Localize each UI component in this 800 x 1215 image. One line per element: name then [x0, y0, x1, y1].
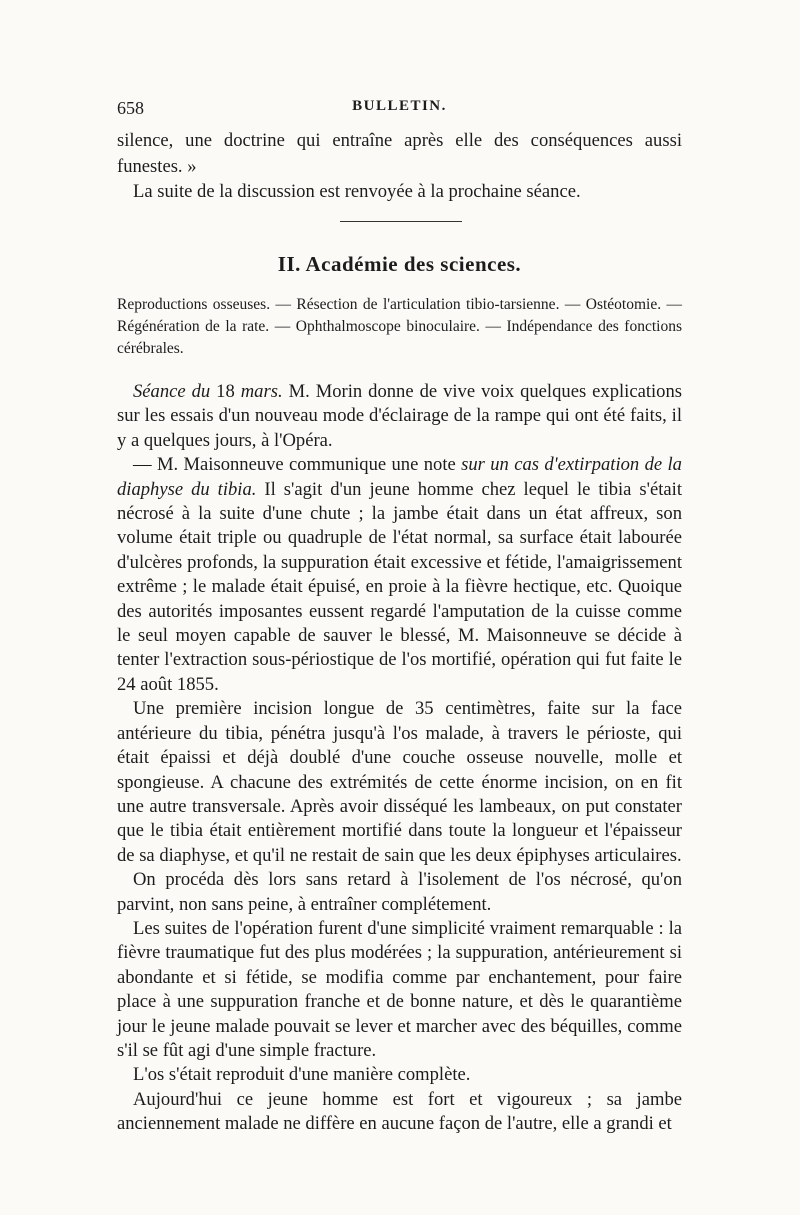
paragraph-1-text: M. Morin donne de vive voix quelques explications sur les essais d'un nouveau mode d'éclairage de la rampe qui ont été faits, il y a quelques jours, à l'Opéra.: [117, 381, 682, 451]
section-divider: [340, 221, 462, 222]
page-header: [117, 98, 682, 120]
paragraph-2-start: — M. Maisonneuve communique une note: [133, 454, 462, 476]
paragraph-7: Aujourd'hui ce jeune homme est fort et vigoureux ; sa jambe anciennement malade ne diffère en aucune façon de l'autre, elle a grandi et: [117, 1088, 682, 1135]
seance-day: 18: [210, 381, 241, 402]
paragraph-2-rest: Il s'agit d'un jeune homme chez lequel le tibia s'était nécrosé à la suite d'une chute ; la jambe était dans un état affreux, son volume était triple ou quadruple de l'état normal, sa surface était labourée d'ulcères profonds, la suppuration était excessive et fétide, l'amaigrissement extrême ; le malade était épuisé, en proie à la fièvre hectique, etc. Quoique des autorités imposantes eussent regardé l'amputation de la cuisse comme le seul moyen capable de sauver le blessé, M. Maisonneuve se décide à tenter l'extraction sous-périostique de l'os mortifié, opération qui fut faite le 24 août 1855.: [117, 478, 682, 695]
seance-month: mars.: [240, 381, 283, 402]
paragraph-4: On procéda dès lors sans retard à l'isolement de l'os nécrosé, qu'on parvint, non sans peine, à entraîner complétement.: [117, 869, 682, 915]
section-title: II. Académie des sciences.: [277, 252, 522, 276]
running-title: BULLETIN.: [352, 98, 447, 114]
section-summary: Reproductions osseuses. — Résection de l'articulation tibio-tarsienne. — Ostéotomie. — Régénération de la rate. — Ophthalmoscope binoculaire. — Indépendance des fonctions cérébrales.: [117, 296, 682, 357]
main-text: [117, 380, 682, 1137]
intro-line-1: silence, une doctrine qui entraîne après elle des conséquences aussi funestes. »: [117, 130, 682, 177]
intro-text: [117, 128, 682, 205]
paragraph-1: [117, 380, 682, 453]
paragraph-3: Une première incision longue de 35 centimètres, faite sur la face antérieure du tibia, pénétra jusqu'à l'os malade, à travers le périoste, qui était épaissi et déjà doublé d'une couche osseuse nouvelle, molle et spongieuse. A chacune des extrémités de cette énorme incision, on en fit une autre transversale. Après avoir disséqué les lambeaux, on put constater que le tibia était entièrement mortifié dans toute la longueur et l'épaisseur de sa diaphyse, et qu'il ne restait de sain que les deux épiphyses articulaires.: [117, 698, 682, 866]
paragraph-2: [117, 453, 682, 697]
paragraph-2-italic: sur un cas d'extirpation de la diaphyse du tibia.: [117, 454, 682, 500]
paragraph-5: Les suites de l'opération furent d'une simplicité vraiment remarquable : la fièvre traumatique fut des plus modérées ; la suppuration, antérieurement si abondante et si fétide, se modifia comme par enchantement, pour faire place à une suppuration franche et de bonne nature, et dès le quarantième jour le jeune malade pouvait se lever et marcher avec des béquilles, comme s'il se fût agi d'une simple fracture.: [117, 917, 682, 1061]
intro-line-2: La suite de la discussion est renvoyée à la prochaine séance.: [133, 181, 581, 203]
paragraph-6: L'os s'était reproduit d'une manière complète.: [133, 1064, 471, 1086]
page-number: 658: [117, 98, 144, 118]
seance-label: Séance du: [133, 381, 211, 402]
